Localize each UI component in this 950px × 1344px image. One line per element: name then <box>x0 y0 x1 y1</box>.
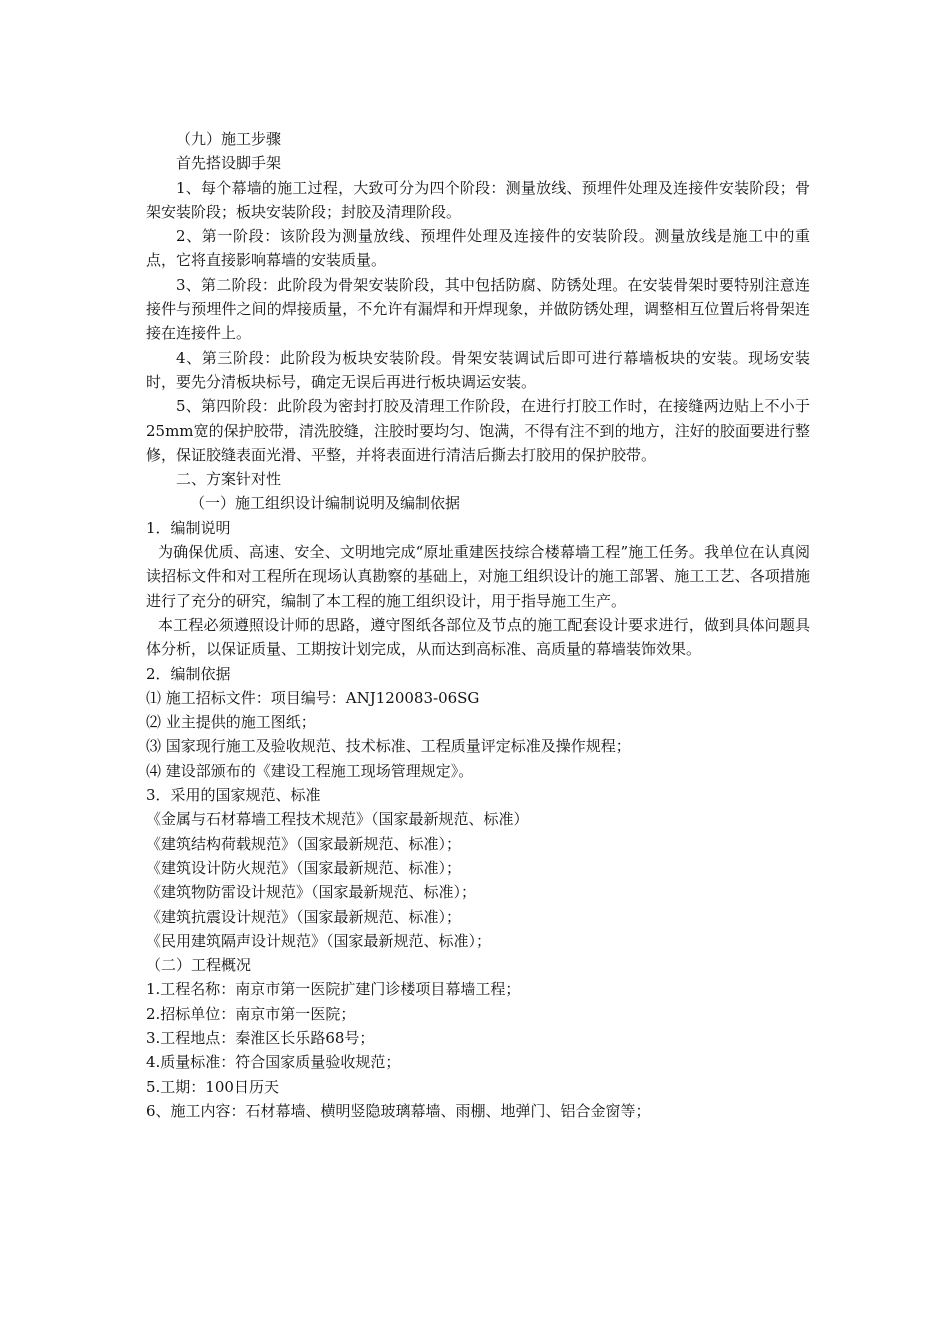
step-paragraph: 3、第二阶段：此阶段为骨架安装阶段，其中包括防腐、防锈处理。在安装骨架时要特别注意连接件与预埋件之间的焊接质量，不允许有漏焊和开焊现象，并做防锈处理，调整相互位置后将骨架连接在连接件上。 <box>146 275 810 343</box>
document-page <box>146 127 810 1123</box>
standard-list-item: 《建筑设计防火规范》（国家最新规范、标准）； <box>146 858 462 877</box>
section-heading-plan: 二、方案针对性 <box>176 470 282 489</box>
section-heading-construction-steps: （九）施工步骤 <box>176 130 282 148</box>
body-paragraph: 为确保优质、高速、安全、文明地完成“原址重建医技综合楼幕墙工程”施工任务。我单位在认真阅读招标文件和对工程所在现场认真勘察的基础上，对施工组织设计的施工部署、施工工艺、各项措施进行了充分的研究，编制了本工程的施工组织设计，用于指导施工生产。 <box>146 543 810 610</box>
subsection-heading-design-basis: （一）施工组织设计编制说明及编制依据 <box>190 494 461 513</box>
basis-list-item: ⑶ 国家现行施工及验收规范、技术标准、工程质量评定标准及操作规程； <box>146 737 631 756</box>
item-heading-standards: 3．采用的国家规范、标准 <box>146 786 321 805</box>
step-paragraph: 2、第一阶段：该阶段为测量放线、预埋件处理及连接件的安装阶段。测量放线是施工中的重点，它将直接影响幕墙的安装质量。 <box>146 227 810 270</box>
overview-item: 1.工程名称：南京市第一医院扩建门诊楼项目幕墙工程； <box>146 980 521 999</box>
basis-list-item: ⑴ 施工招标文件：项目编号：ANJ120083-06SG <box>146 688 480 707</box>
overview-item: 2.招标单位：南京市第一医院； <box>146 1004 356 1023</box>
step-paragraph: 4、第三阶段：此阶段为板块安装阶段。骨架安装调试后即可进行幕墙板块的安装。现场安装时，要先分清板块标号，确定无误后再进行板块调运安装。 <box>146 348 810 391</box>
standard-list-item: 《建筑结构荷载规范》（国家最新规范、标准）； <box>146 834 462 853</box>
standard-list-item: 《金属与石材幕墙工程技术规范》（国家最新规范、标准） <box>146 810 529 829</box>
standard-list-item: 《民用建筑隔声设计规范》（国家最新规范、标准）； <box>146 931 492 950</box>
subsection-heading-overview: （二）工程概况 <box>146 956 252 975</box>
standard-list-item: 《建筑物防雷设计规范》（国家最新规范、标准）； <box>146 883 477 902</box>
step-paragraph: 1、每个幕墙的施工过程，大致可分为四个阶段：测量放线、预埋件处理及连接件安装阶段；骨架安装阶段；板块安装阶段；封胶及清理阶段。 <box>146 178 810 221</box>
basis-list-item: ⑵ 业主提供的施工图纸； <box>146 713 316 732</box>
body-paragraph: 本工程必须遵照设计师的思路，遵守图纸各部位及节点的施工配套设计要求进行，做到具体问题具体分析，以保证质量、工期按计划完成，从而达到高标准、高质量的幕墙装饰效果。 <box>146 615 810 659</box>
overview-item: 6、施工内容：石材幕墙、横明竖隐玻璃幕墙、雨棚、地弹门、铝合金窗等； <box>146 1101 651 1120</box>
basis-list-item: ⑷ 建设部颁布的《建设工程施工现场管理规定》。 <box>146 761 474 780</box>
overview-item: 3.工程地点：秦淮区长乐路68号； <box>146 1028 375 1047</box>
item-heading-compilation-basis: 2．编制依据 <box>146 664 231 683</box>
standard-list-item: 《建筑抗震设计规范》（国家最新规范、标准）； <box>146 907 462 926</box>
item-heading-compilation-notes: 1．编制说明 <box>146 518 231 537</box>
step-paragraph: 5、第四阶段：此阶段为密封打胶及清理工作阶段，在进行打胶工作时，在接缝两边贴上不小于25mm宽的保护胶带，清洗胶缝，注胶时要均匀、饱满，不得有注不到的地方，注好的胶面要进行整修，保证胶缝表面光滑、平整，并将表面进行清洁后撕去打胶用的保护胶带。 <box>146 397 810 464</box>
overview-item: 5.工期：100日历天 <box>146 1077 279 1096</box>
overview-item: 4.质量标准：符合国家质量验收规范； <box>146 1053 401 1072</box>
scaffold-line: 首先搭设脚手架 <box>176 154 282 173</box>
